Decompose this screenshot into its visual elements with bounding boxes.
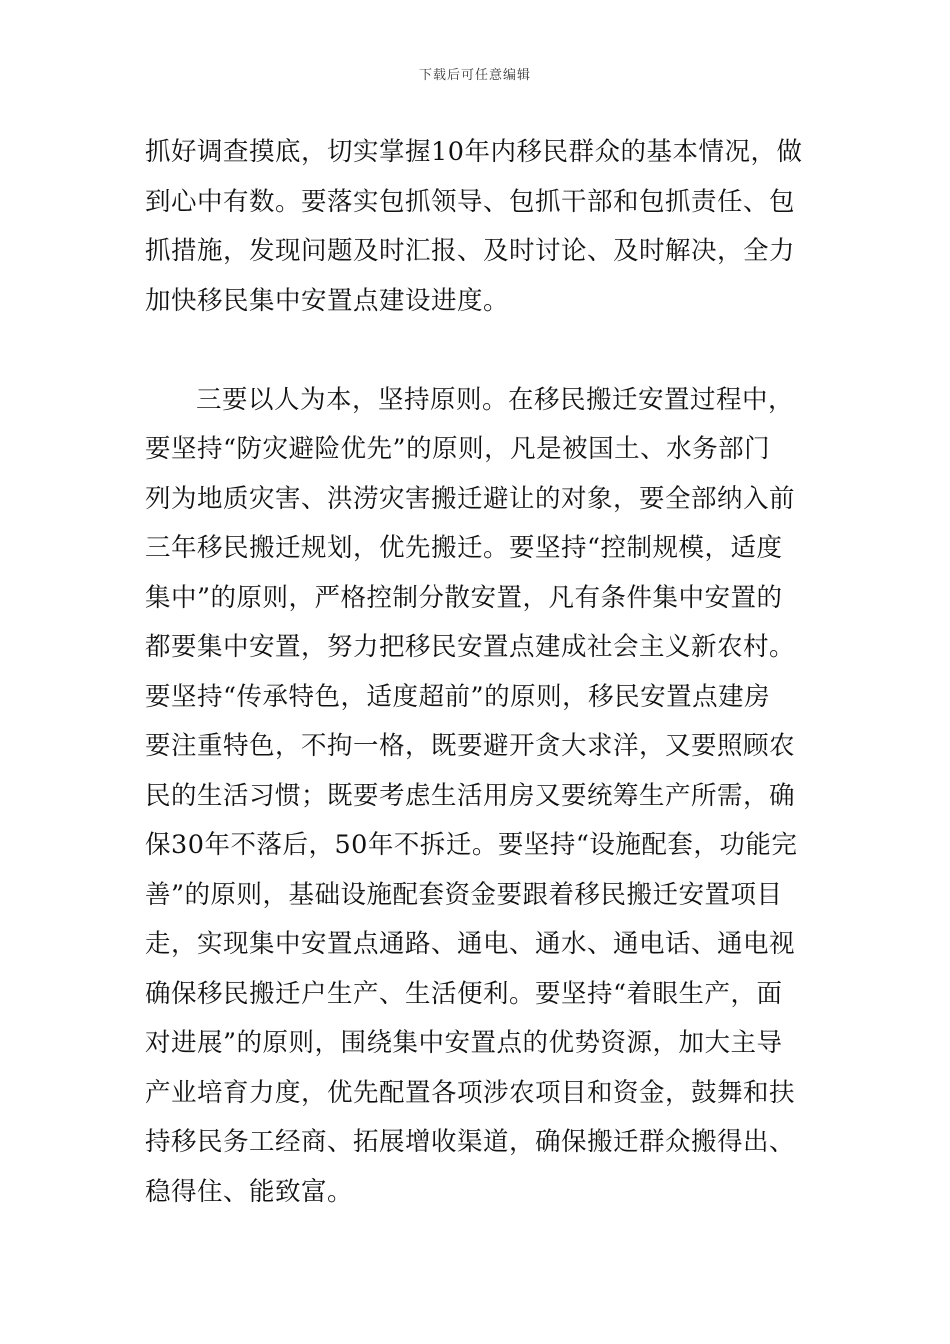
text-line: 要坚持“传承特色，适度超前”的原则，移民安置点建房 — [145, 681, 771, 712]
text-line: 产业培育力度，优先配置各项涉农项目和资金，鼓舞和扶 — [145, 1077, 796, 1108]
text-line: 善”的原则，基础设施配套资金要跟着移民搬迁安置项目 — [145, 879, 783, 910]
text-line: 稳得住、能致富。 — [145, 1176, 354, 1207]
text-line: 民的生活习惯；既要考虑生活用房又要统筹生产所需，确 — [145, 780, 796, 811]
text-line: 到心中有数。要落实包抓领导、包抓干部和包抓责任、包 — [145, 186, 796, 217]
paragraph-1 — [145, 128, 813, 326]
text-line: 集中”的原则，严格控制分散安置，凡有条件集中安置的 — [145, 582, 783, 613]
text-line: 加快移民集中安置点建设进度。 — [145, 285, 510, 316]
text-line: 要注重特色，不拘一格，既要避开贪大求洋，又要照顾农 — [145, 731, 796, 761]
text-line: 对进展”的原则，围绕集中安置点的优势资源，加大主导 — [145, 1028, 783, 1058]
text-line: 要坚持“防灾避险优先”的原则，凡是被国土、水务部门 — [145, 434, 771, 464]
text-line: 抓措施，发现问题及时汇报、及时讨论、及时解决，全力 — [145, 236, 796, 266]
text-line: 抓好调查摸底，切实掌握10年内移民群众的基本情况，做 — [145, 137, 803, 167]
text-line: 保30年不落后，50年不拆迁。要坚持“设施配套，功能完 — [145, 830, 798, 860]
text-line: 三年移民搬迁规划，优先搬迁。要坚持“控制规模，适度 — [145, 533, 783, 563]
text-line: 列为地质灾害、洪涝灾害搬迁避让的对象，要全部纳入前 — [145, 483, 796, 514]
text-line: 三要以人为本，坚持原则。在移民搬迁安置过程中， — [196, 384, 795, 415]
text-line: 走，实现集中安置点通路、通电、通水、通电话、通电视 — [145, 929, 796, 959]
text-line: 确保移民搬迁户生产、生活便利。要坚持“着眼生产，面 — [145, 978, 783, 1009]
document-body — [145, 128, 813, 1217]
paragraph-2 — [145, 376, 813, 1218]
page-header: 下载后可任意编辑 — [418, 68, 531, 83]
paragraph-gap — [145, 326, 813, 376]
text-line: 持移民务工经商、拓展增收渠道，确保搬迁群众搬得出、 — [145, 1127, 796, 1157]
text-line: 都要集中安置，努力把移民安置点建成社会主义新农村。 — [145, 632, 796, 662]
